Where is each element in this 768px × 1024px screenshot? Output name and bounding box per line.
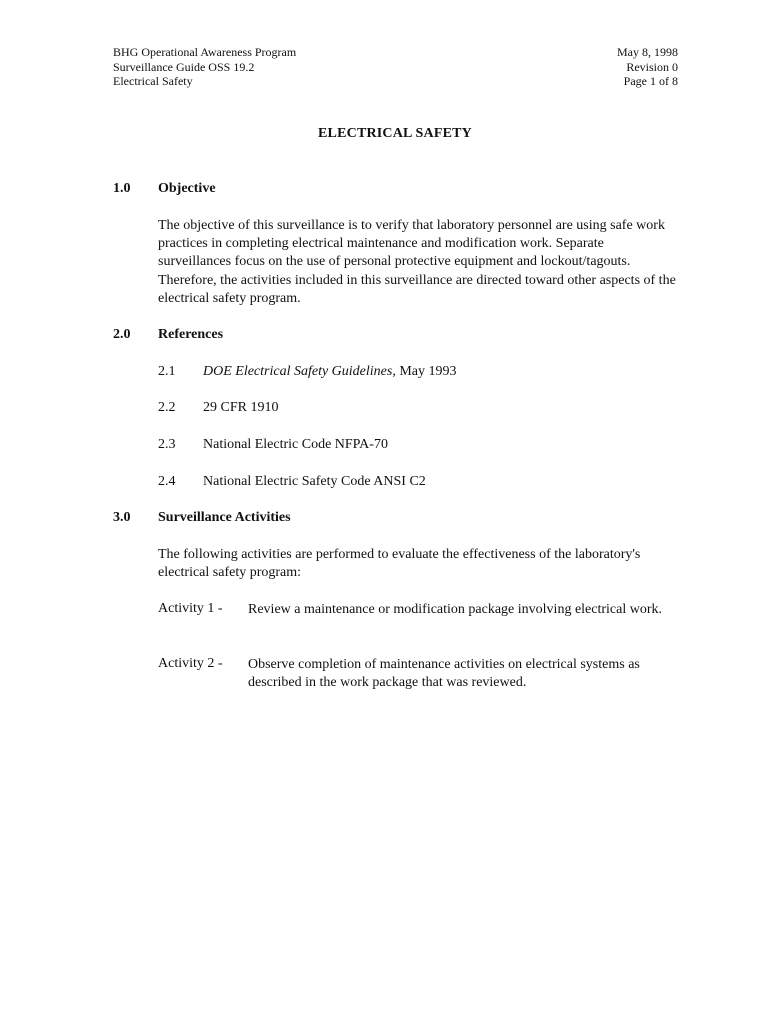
reference-number: 2.3: [158, 437, 176, 452]
reference-item: National Electric Code NFPA-70: [203, 437, 388, 452]
reference-number: 2.2: [158, 400, 176, 415]
activity-description: Review a maintenance or modification package involving electrical work.: [248, 602, 663, 617]
header-guide: Surveillance Guide OSS 19.2: [113, 59, 255, 74]
header-revision: Revision 0: [626, 59, 678, 74]
header-program: BHG Operational Awareness Program: [113, 45, 297, 59]
reference-number: 2.4: [158, 474, 176, 489]
header-right: [617, 45, 678, 89]
section-number-activities: 3.0: [113, 510, 131, 525]
activity-description: Observe completion of maintenance activities on electrical systems as described in the work package that was reviewed.: [248, 657, 640, 691]
reference-suffix: , May 1993: [392, 364, 457, 379]
header-topic: Electrical Safety: [113, 74, 193, 88]
section-number-objective: 1.0: [113, 181, 131, 196]
section-title-activities: Surveillance Activities: [158, 510, 291, 525]
section-title-references: References: [158, 327, 224, 342]
activities-intro-paragraph: The following activities are performed to evaluate the effectiveness of the laboratory's electrical safety program:: [158, 547, 641, 581]
section-number-references: 2.0: [113, 327, 131, 342]
reference-item: National Electric Safety Code ANSI C2: [203, 474, 426, 489]
header-left: [113, 45, 296, 89]
activity-label: Activity 2 -: [158, 656, 223, 671]
activity-label: Activity 1 -: [158, 601, 223, 616]
reference-item: 29 CFR 1910: [203, 400, 279, 415]
document-title: ELECTRICAL SAFETY: [318, 126, 472, 141]
section-title-objective: Objective: [158, 181, 216, 196]
reference-number: 2.1: [158, 364, 176, 379]
header-date: May 8, 1998: [617, 45, 678, 59]
header-page-number: Page 1 of 8: [623, 74, 678, 88]
reference-item: [203, 364, 457, 380]
objective-paragraph: The objective of this surveillance is to verify that laboratory personnel are using safe work practices in completing electrical maintenance and modification work. Separate surveillances focus on the use of personal protective equipment and lockout/tagouts. Therefore, the activities included in this surveillance are directed toward other aspects of the electrical safety program.: [158, 218, 676, 306]
reference-title-italic: DOE Electrical Safety Guidelines: [203, 364, 393, 379]
